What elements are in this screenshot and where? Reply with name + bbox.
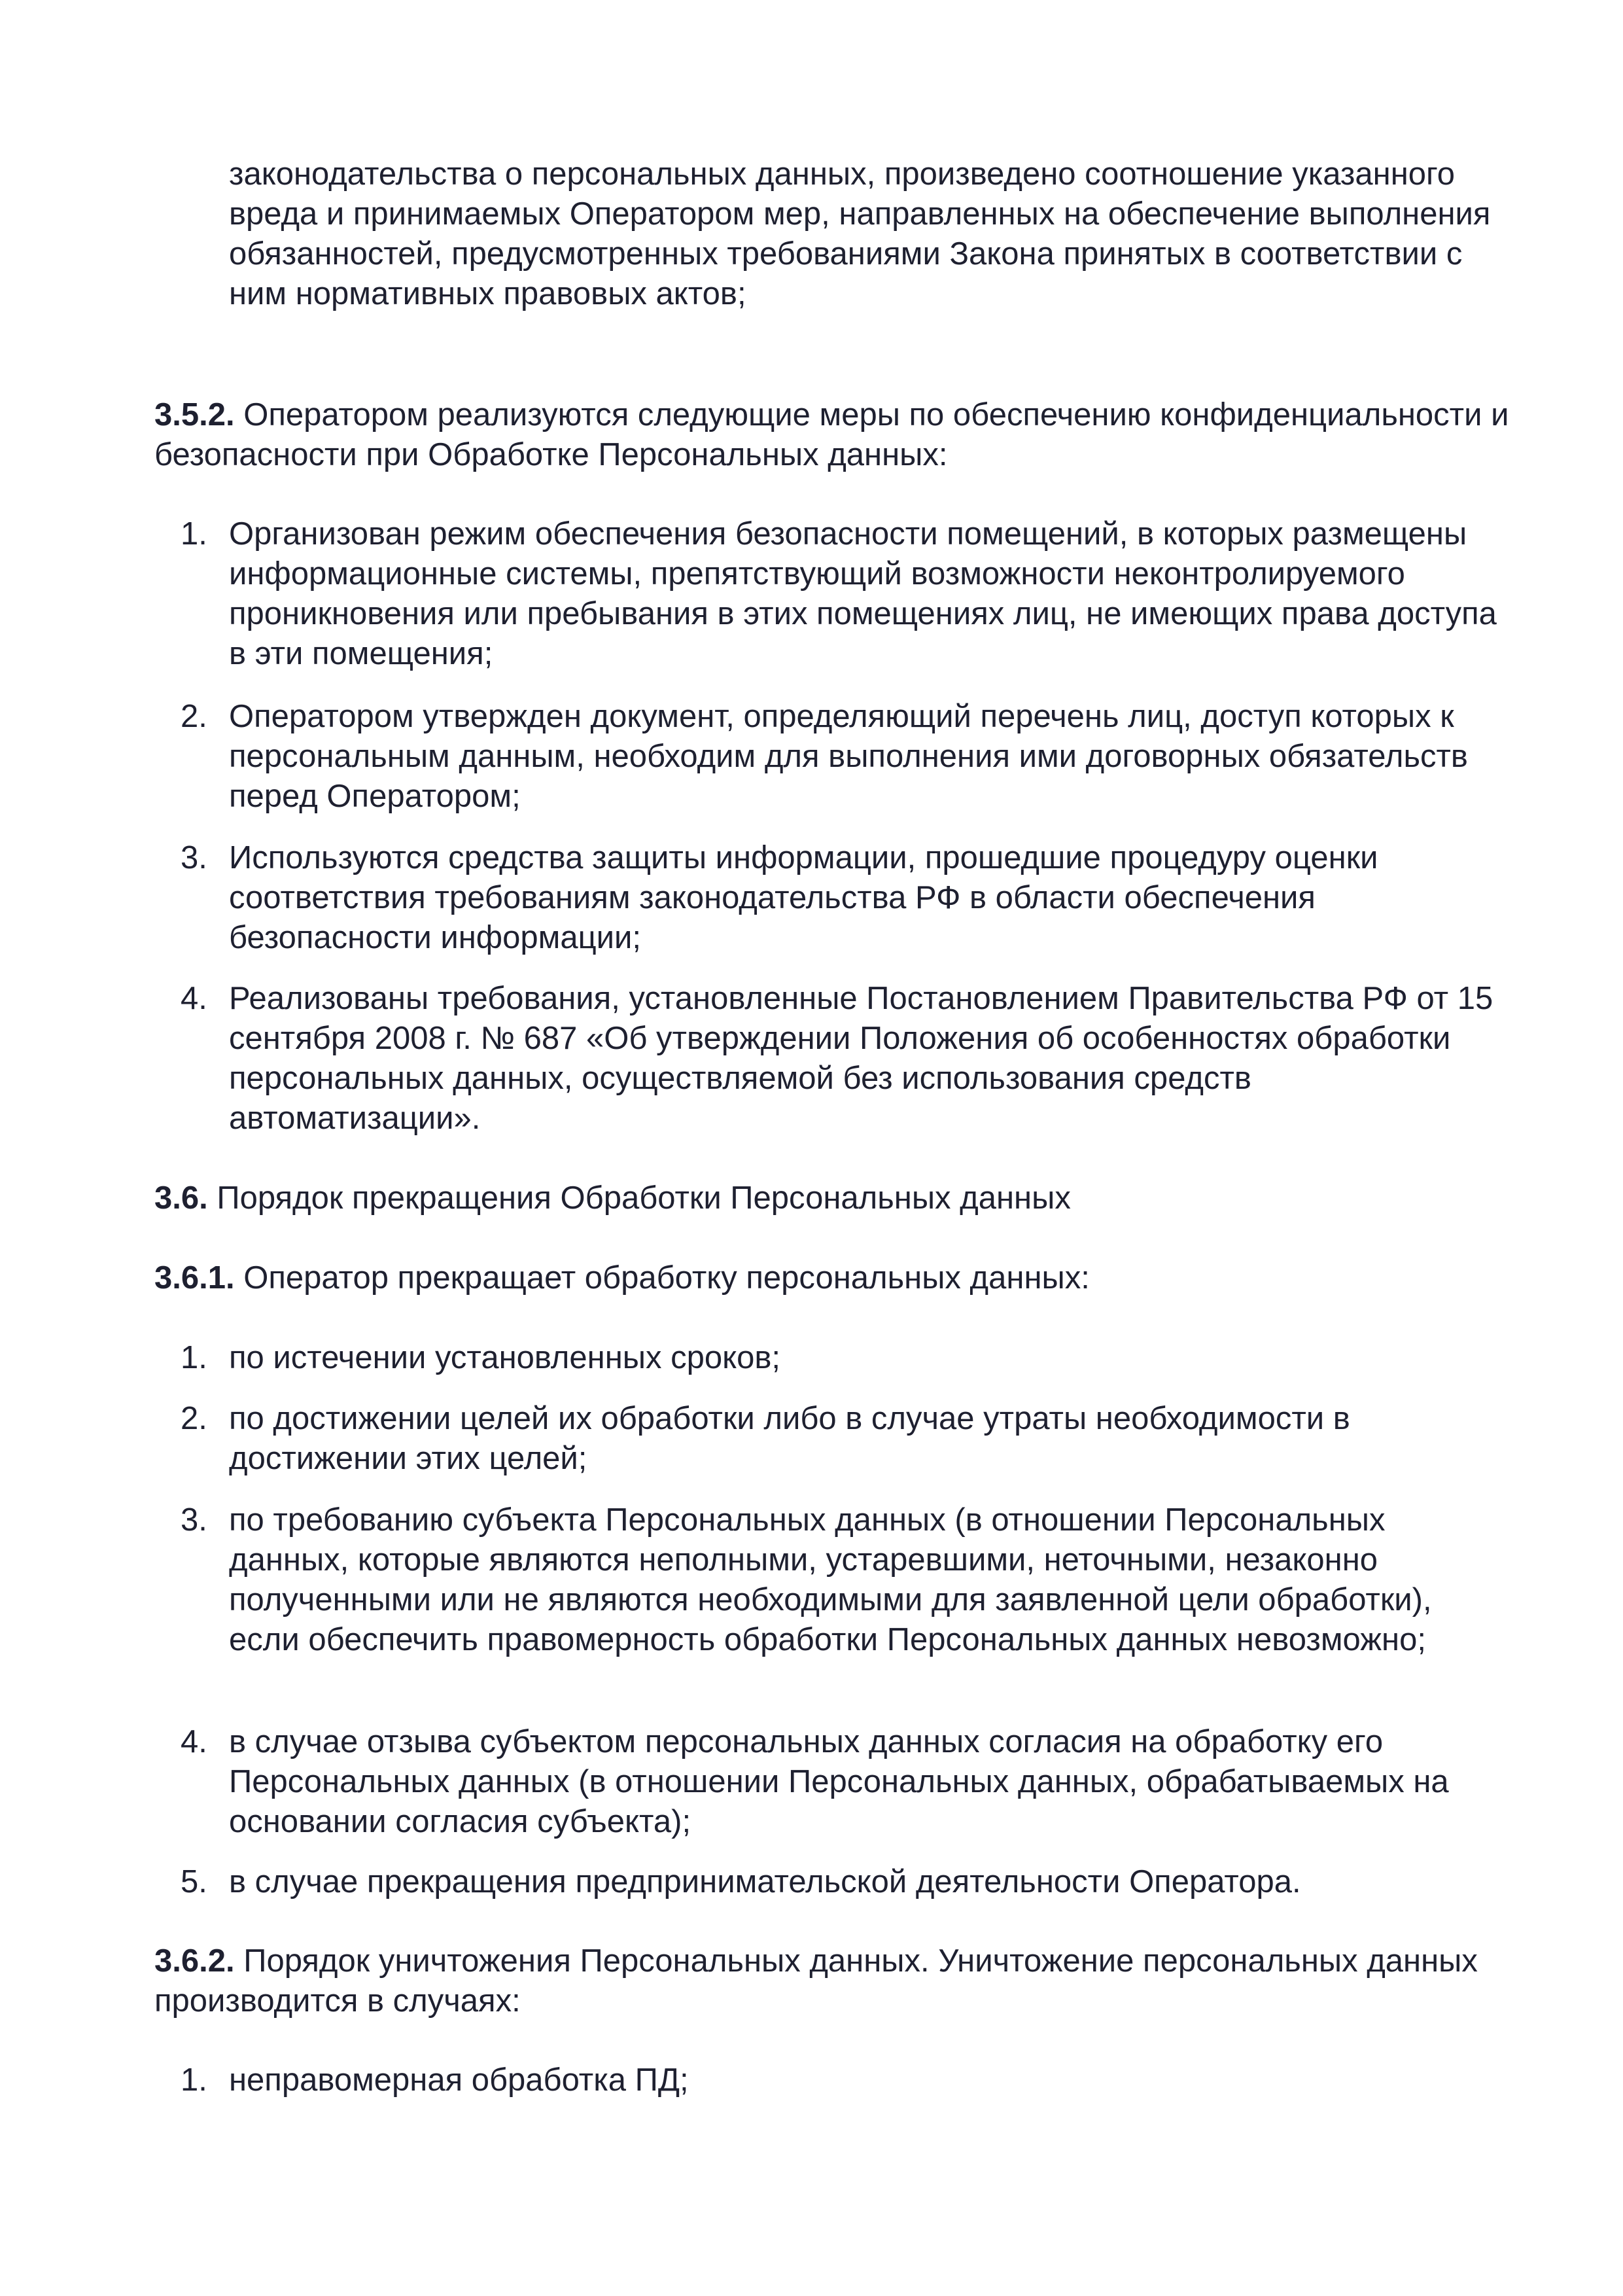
section-number: 3.6.1. (154, 1260, 235, 1296)
section-number: 3.6. (154, 1180, 208, 1216)
list-item-text: по требованию субъекта Персональных данных (в отношении Персональных данных, которые являются неполными, устаревшими, неточными, незаконно полученными или не являются необходимыми для заявленной цели обработки), если обеспечить правомерность обработки Персональных данных невозможно; (229, 1502, 1432, 1657)
list-item-number: 4. (181, 1724, 207, 1759)
section-text: Оператором реализуются следующие меры по обеспечению конфиденциальности и безопасности при Обработке Персональных данных: (154, 397, 1509, 472)
list-item-text: по достижении целей их обработки либо в случае утраты необходимости в достижении этих целей; (229, 1401, 1350, 1476)
continuation-paragraph: законодательства о персональных данных, произведено соотношение указанного вреда и принимаемых Оператором мер, направленных на обеспечение выполнения обязанностей, предусмотренных требованиями Закона принятых в соответствии с ним нормативных правовых актов; (229, 156, 1491, 311)
list-item-number: 1. (181, 516, 207, 552)
section-text: Порядок уничтожения Персональных данных. Уничтожение персональных данных производится в случаях: (154, 1943, 1478, 2019)
section-text: Оператор прекращает обработку персональных данных: (234, 1260, 1090, 1296)
list-item-text: в случае прекращения предпринимательской деятельности Оператора. (229, 1864, 1301, 1899)
list-item-number: 4. (181, 981, 207, 1016)
list-item-number: 2. (181, 699, 207, 734)
list-item-text: Организован режим обеспечения безопасности помещений, в которых размещены информационные системы, препятствующий возможности неконтролируемого проникновения или пребывания в этих помещениях лиц, не имеющих права доступа в эти помещения; (229, 516, 1497, 671)
section-text: Порядок прекращения Обработки Персональных данных (207, 1180, 1071, 1216)
list-item-text: по истечении установленных сроков; (229, 1340, 780, 1375)
section-number: 3.5.2. (154, 397, 235, 433)
list-item-number: 1. (181, 1340, 207, 1375)
list-item-text: Реализованы требования, установленные Постановлением Правительства РФ от 15 сентября 2008 г. № 687 «Об утверждении Положения об особенностях обработки персональных данных, осуществляемой без использования средств автоматизации». (229, 981, 1493, 1136)
list-item-number: 5. (181, 1864, 207, 1899)
list-item-text: Используются средства защиты информации, прошедшие процедуру оценки соответствия требованиям законодательства РФ в области обеспечения безопасности информации; (229, 840, 1378, 955)
list-item-number: 2. (181, 1401, 207, 1436)
list-item-number: 1. (181, 2062, 207, 2098)
list-item-number: 3. (181, 840, 207, 875)
list-item-text: в случае отзыва субъектом персональных данных согласия на обработку его Персональных данных (в отношении Персональных данных, обрабатываемых на основании согласия субъекта); (229, 1724, 1449, 1839)
section-3-6-heading (154, 1178, 1515, 1218)
list-item-number: 3. (181, 1502, 207, 1538)
section-3-5-2-paragraph (154, 395, 1515, 475)
section-3-6-2-paragraph (154, 1941, 1515, 2021)
section-3-6-1-paragraph (154, 1258, 1515, 1298)
section-number: 3.6.2. (154, 1943, 235, 1979)
list-item-text: Оператором утвержден документ, определяющий перечень лиц, доступ которых к персональным данным, необходим для выполнения ими договорных обязательств перед Оператором; (229, 699, 1468, 814)
list-item-text: неправомерная обработка ПД; (229, 2062, 689, 2098)
